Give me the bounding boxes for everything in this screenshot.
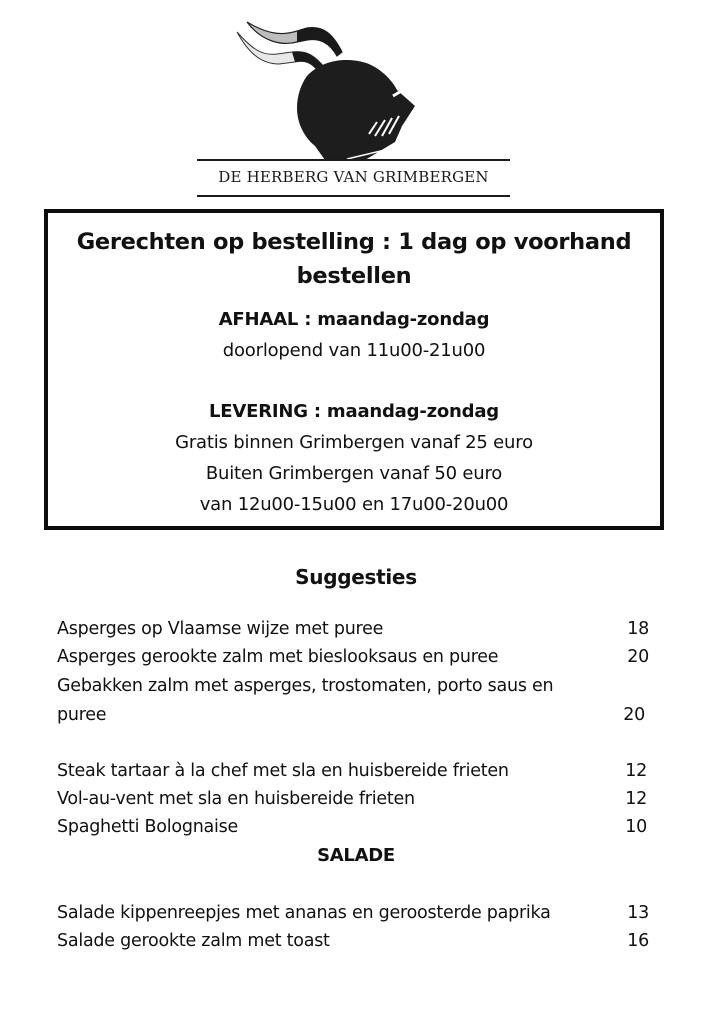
info-title-line2: bestellen <box>296 263 412 289</box>
menu-item <box>57 785 651 813</box>
restaurant-logo <box>197 14 510 200</box>
menu-item-name: Steak tartaar à la chef met sla en huisbereide frieten <box>57 761 509 781</box>
menu-item-price: 20 <box>627 647 649 667</box>
menu-item-name: Vol-au-vent met sla en huisbereide frieten <box>57 789 415 809</box>
menu-item <box>57 757 651 785</box>
logo-divider-top <box>197 159 510 161</box>
menu-item-name: Spaghetti Bolognaise <box>57 817 239 837</box>
menu-item <box>57 615 651 643</box>
menu-item-price: 10 <box>625 817 647 837</box>
menu-item-name: Salade kippenreepjes met ananas en geroosterde paprika <box>57 903 551 923</box>
menu-item <box>57 813 651 841</box>
menu-item-price: 12 <box>625 761 647 781</box>
menu-item-name: Asperges gerookte zalm met bieslooksaus en puree <box>57 647 499 667</box>
order-info-box <box>44 209 664 530</box>
knight-helmet-icon <box>197 14 510 164</box>
info-title-line1: Gerechten op bestelling : 1 dag op voorhand <box>76 229 632 255</box>
menu-item <box>57 643 651 671</box>
menu-item-price: 20 <box>623 705 645 725</box>
menu-item-name: Salade gerookte zalm met toast <box>57 931 330 951</box>
levering-line1: Gratis binnen Grimbergen vanaf 25 euro <box>175 432 533 453</box>
afhaal-hours: doorlopend van 11u00-21u00 <box>222 340 486 361</box>
logo-divider-bottom <box>197 195 510 197</box>
menu-item <box>57 899 651 927</box>
menu-item-price: 16 <box>627 931 649 951</box>
suggesties-title: Suggesties <box>295 565 417 589</box>
menu-item <box>57 672 651 729</box>
levering-line3: van 12u00-15u00 en 17u00-20u00 <box>199 494 509 515</box>
afhaal-heading: AFHAAL : maandag-zondag <box>218 309 490 330</box>
menu-item-price: 13 <box>627 903 649 923</box>
levering-line2: Buiten Grimbergen vanaf 50 euro <box>205 463 503 484</box>
menu-item-name-cont: puree <box>57 705 107 725</box>
menu-item-price: 12 <box>625 789 647 809</box>
restaurant-name: DE HERBERG VAN GRIMBERGEN <box>218 168 489 186</box>
levering-heading: LEVERING : maandag-zondag <box>209 401 499 422</box>
info-title <box>48 225 660 293</box>
menu-item-price: 18 <box>627 619 649 639</box>
menu-item-name: Gebakken zalm met asperges, trostomaten, porto saus en <box>57 676 554 696</box>
menu-item-name: Asperges op Vlaamse wijze met puree <box>57 619 384 639</box>
menu-item <box>57 927 651 955</box>
salade-title: SALADE <box>317 845 395 866</box>
